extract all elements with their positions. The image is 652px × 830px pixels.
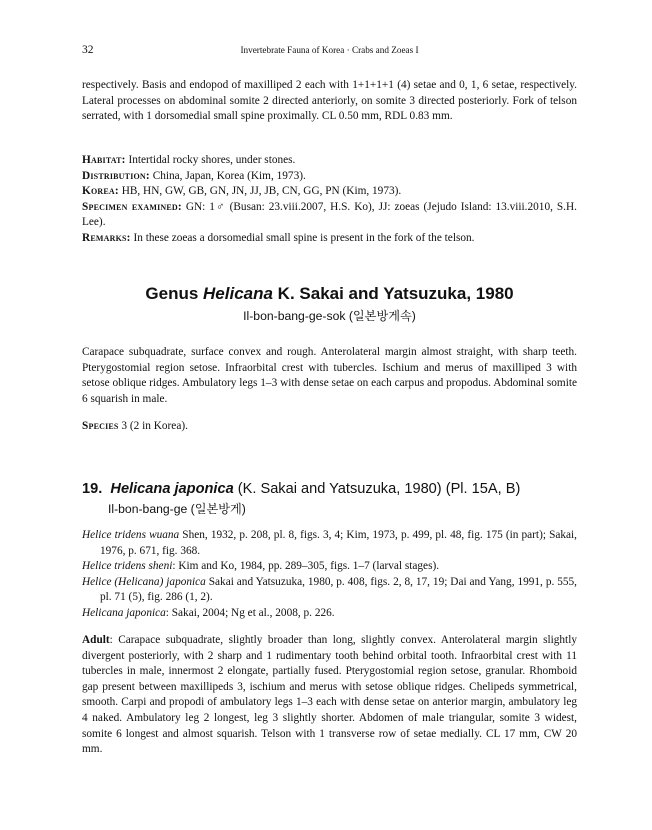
genus-prefix: Genus [145, 284, 204, 303]
species-korean-name: Il-bon-bang-ge (일본방게) [108, 502, 246, 516]
remarks-label: Remarks: [82, 231, 131, 244]
genus-name: Helicana [203, 284, 273, 303]
synonym-name: Helice tridens sheni [82, 560, 173, 573]
previous-species-details [82, 153, 577, 247]
synonym-citation: : Kim and Ko, 1984, pp. 289–305, figs. 1–7 (larval stages). [172, 560, 440, 573]
species-count-text: 3 (2 in Korea). [118, 420, 188, 432]
habitat-line [82, 153, 577, 169]
synonym-name: Helice tridens wuana [82, 529, 180, 541]
page-number: 32 [82, 44, 94, 56]
synonym-entry [82, 606, 577, 622]
intro-paragraph-text: respectively. Basis and endopod of maxilliped 2 each with 1+1+1+1 (4) setae and 0, 1, 6 setae, respectively. Lateral processes on abdominal somite 2 directed anteriorly, on somite 3 directed posteriorly. Fork of telson serrated, with 1 dorsomedial small spine proximally. CL 0.50 mm, RDL 0.83 mm. [82, 79, 577, 123]
distribution-line [82, 169, 577, 185]
specimen-label: Specimen examined: [82, 200, 182, 213]
genus-heading [82, 284, 577, 304]
specimen-text: GN: 1♂ (Busan: 23.viii.2007, H.S. Ko), JJ: zoeas (Jejudo Island: 13.viii.2010, S.H. Lee). [82, 200, 577, 229]
adult-paragraph [82, 633, 577, 758]
genus-species-count [82, 419, 577, 435]
genus-authority: K. Sakai and Yatsuzuka, 1980 [272, 284, 514, 303]
synonym-citation: Shen, 1932, p. 208, pl. 8, figs. 3, 4; Kim, 1973, p. 499, pl. 48, fig. 175 (in part); Sakai, 1976, p. 671, fig. 368. [100, 529, 578, 557]
species-number: 19. [82, 481, 103, 497]
genus-korean-name: Il-bon-bang-ge-sok (일본방게속) [243, 309, 416, 323]
genus-description-text: Carapace subquadrate, surface convex and rough. Anterolateral margin almost straight, with sharp teeth. Pterygostomial region setose. Infraorbital crest with tubercles. Ischium and merus of maxilliped 3 with setose oblique ridges. Ambulatory legs 1–3 with dense setae on each carpus and propodus. Abdominal somite 6 squarish in male. [82, 346, 577, 405]
intro-paragraph [82, 78, 577, 125]
synonym-name: Helice (Helicana) japonica [82, 575, 206, 588]
remarks-line [82, 231, 577, 247]
species-authority: (K. Sakai and Yatsuzuka, 1980) (Pl. 15A, B) [233, 481, 521, 497]
habitat-label: Habitat: [82, 154, 126, 166]
genus-description [82, 345, 577, 407]
synonymy-list [82, 528, 577, 622]
synonym-citation: : Sakai, 2004; Ng et al., 2008, p. 226. [165, 606, 335, 619]
korea-text: HB, HN, GW, GB, GN, JN, JJ, JB, CN, GG, PN (Kim, 1973). [118, 185, 402, 198]
page-header [82, 44, 577, 58]
korea-line [82, 184, 577, 200]
synonym-citation: Sakai and Yatsuzuka, 1980, p. 408, figs. 2, 8, 17, 19; Dai and Yang, 1991, p. 555, pl. 71 (5), fig. 286 (1, 2). [100, 575, 577, 604]
adult-text: : Carapace subquadrate, slightly broader than long, slightly convex. Anterolateral margin slightly divergent posteriorly, with 2 sharp and 1 rudimentary tooth behind orbital tooth. Infraorbital crest with 11 tubercles in male, innermost 2 elongate, partially fused. Pterygostomial region setose, granular. Rhomboid gap present between maxillipeds 3, ischium and merus with setose oblique ridges. Chelipeds symmetrical, smooth. Carpi and propodi of ambulatory legs 1–3 each with dense setae on anterior margin, ambulatory leg 4 naked. Ambulatory leg 2 longest, leg 3 slightly shorter. Abdomen of male triangular, somite 3 widest, somite 6 longest and almost squarish. Telson with 1 transverse row of setae medially. CL 17 mm, CW 20 mm. [82, 634, 577, 756]
distribution-label: Distribution: [82, 169, 150, 182]
distribution-text: China, Japan, Korea (Kim, 1973). [149, 169, 306, 182]
synonym-entry [82, 559, 577, 575]
habitat-text: Intertidal rocky shores, under stones. [125, 154, 296, 166]
species-name: Helicana japonica [110, 481, 234, 497]
species-heading [82, 481, 577, 497]
synonym-entry [82, 575, 577, 606]
synonym-entry [82, 528, 577, 559]
species-count-label: Species [82, 420, 119, 432]
synonym-name: Helicana japonica [82, 606, 166, 619]
adult-description [82, 633, 577, 758]
running-title: Invertebrate Fauna of Korea · Crabs and Zoeas I [240, 45, 419, 55]
adult-label: Adult [82, 634, 110, 646]
remarks-text: In these zoeas a dorsomedial small spine is present in the fork of the telson. [130, 231, 475, 244]
specimen-line [82, 200, 577, 231]
korea-label: Korea: [82, 185, 119, 198]
